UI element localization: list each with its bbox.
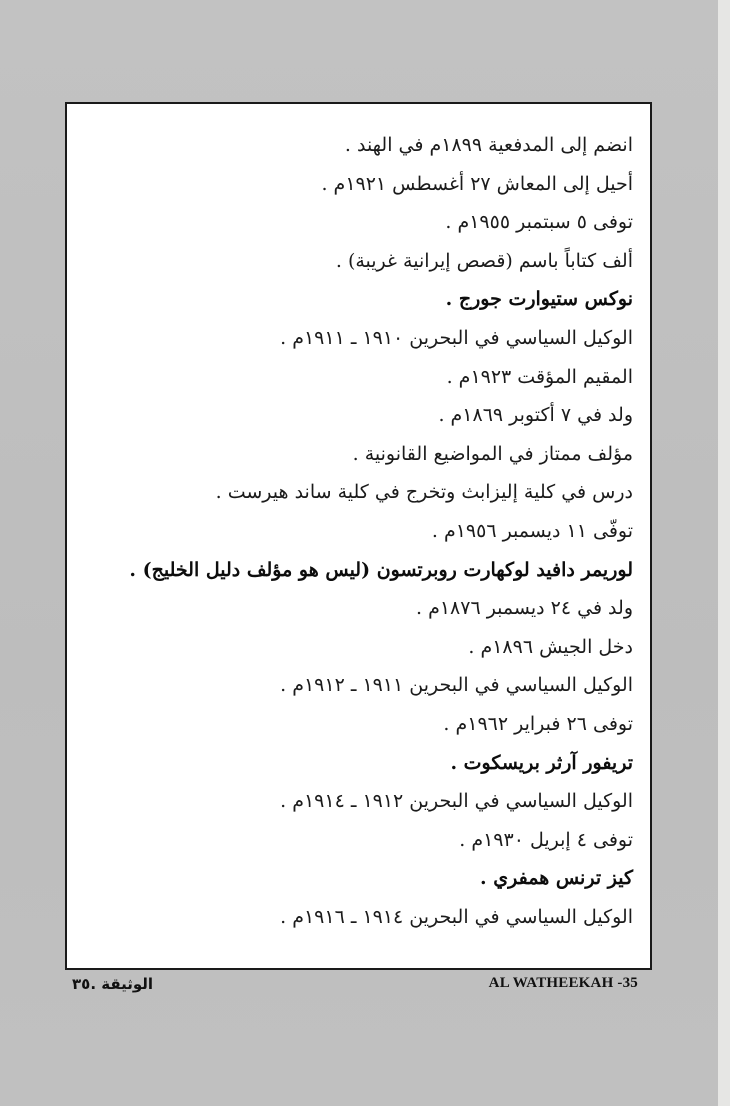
text-line: توفى ٥ سبتمبر ١٩٥٥م . (445, 211, 633, 234)
person-heading: نوكس ستيوارت جورج . (445, 288, 633, 311)
text-line: درس في كلية إليزابث وتخرج في كلية ساند هيرست . (215, 481, 633, 504)
person-heading: لوريمر دافيد لوكهارت روبرتسون (ليس هو مؤلف دليل الخليج) . (129, 558, 633, 581)
text-line: الوكيل السياسي في البحرين ١٩١١ ـ ١٩١٢م . (280, 674, 633, 697)
text-line: أحيل إلى المعاش ٢٧ أغسطس ١٩٢١م . (321, 172, 633, 195)
text-line: توفى ٢٦ فبراير ١٩٦٢م . (443, 712, 633, 735)
text-line: انضم إلى المدفعية ١٨٩٩م في الهند . (344, 134, 633, 156)
text-line: مؤلف ممتاز في المواضيع القانونية . (352, 442, 633, 465)
text-line: ولد في ٧ أكتوبر ١٨٦٩م . (438, 404, 633, 427)
person-heading: كيز ترنس همفري . (480, 867, 633, 890)
text-line: دخل الجيش ١٨٩٦م . (468, 635, 633, 658)
text-line: الوكيل السياسي في البحرين ١٩١٠ ـ ١٩١١م . (280, 326, 633, 349)
body-text (77, 126, 633, 936)
person-heading: تريفور آرثر بريسكوت . (450, 751, 633, 774)
page-edge-strip (718, 0, 730, 1106)
text-frame (65, 102, 652, 970)
text-line: الوكيل السياسي في البحرين ١٩١٤ ـ ١٩١٦م . (280, 905, 633, 928)
text-line: توفى ٤ إبريل ١٩٣٠م . (459, 828, 633, 851)
footer-english-title: AL WATHEEKAH -35 (488, 975, 638, 991)
text-line: الوكيل السياسي في البحرين ١٩١٢ ـ ١٩١٤م . (280, 790, 633, 813)
footer-arabic-title: الوثيقة .٣٥ (72, 975, 154, 993)
text-line: ألف كتاباً باسم (قصص إيرانية غريبة) . (335, 249, 633, 272)
text-line: المقيم المؤقت ١٩٢٣م . (446, 365, 633, 388)
text-line: ولد في ٢٤ ديسمبر ١٨٧٦م . (415, 597, 633, 620)
text-line: توفّى ١١ ديسمبر ١٩٥٦م . (431, 519, 633, 542)
